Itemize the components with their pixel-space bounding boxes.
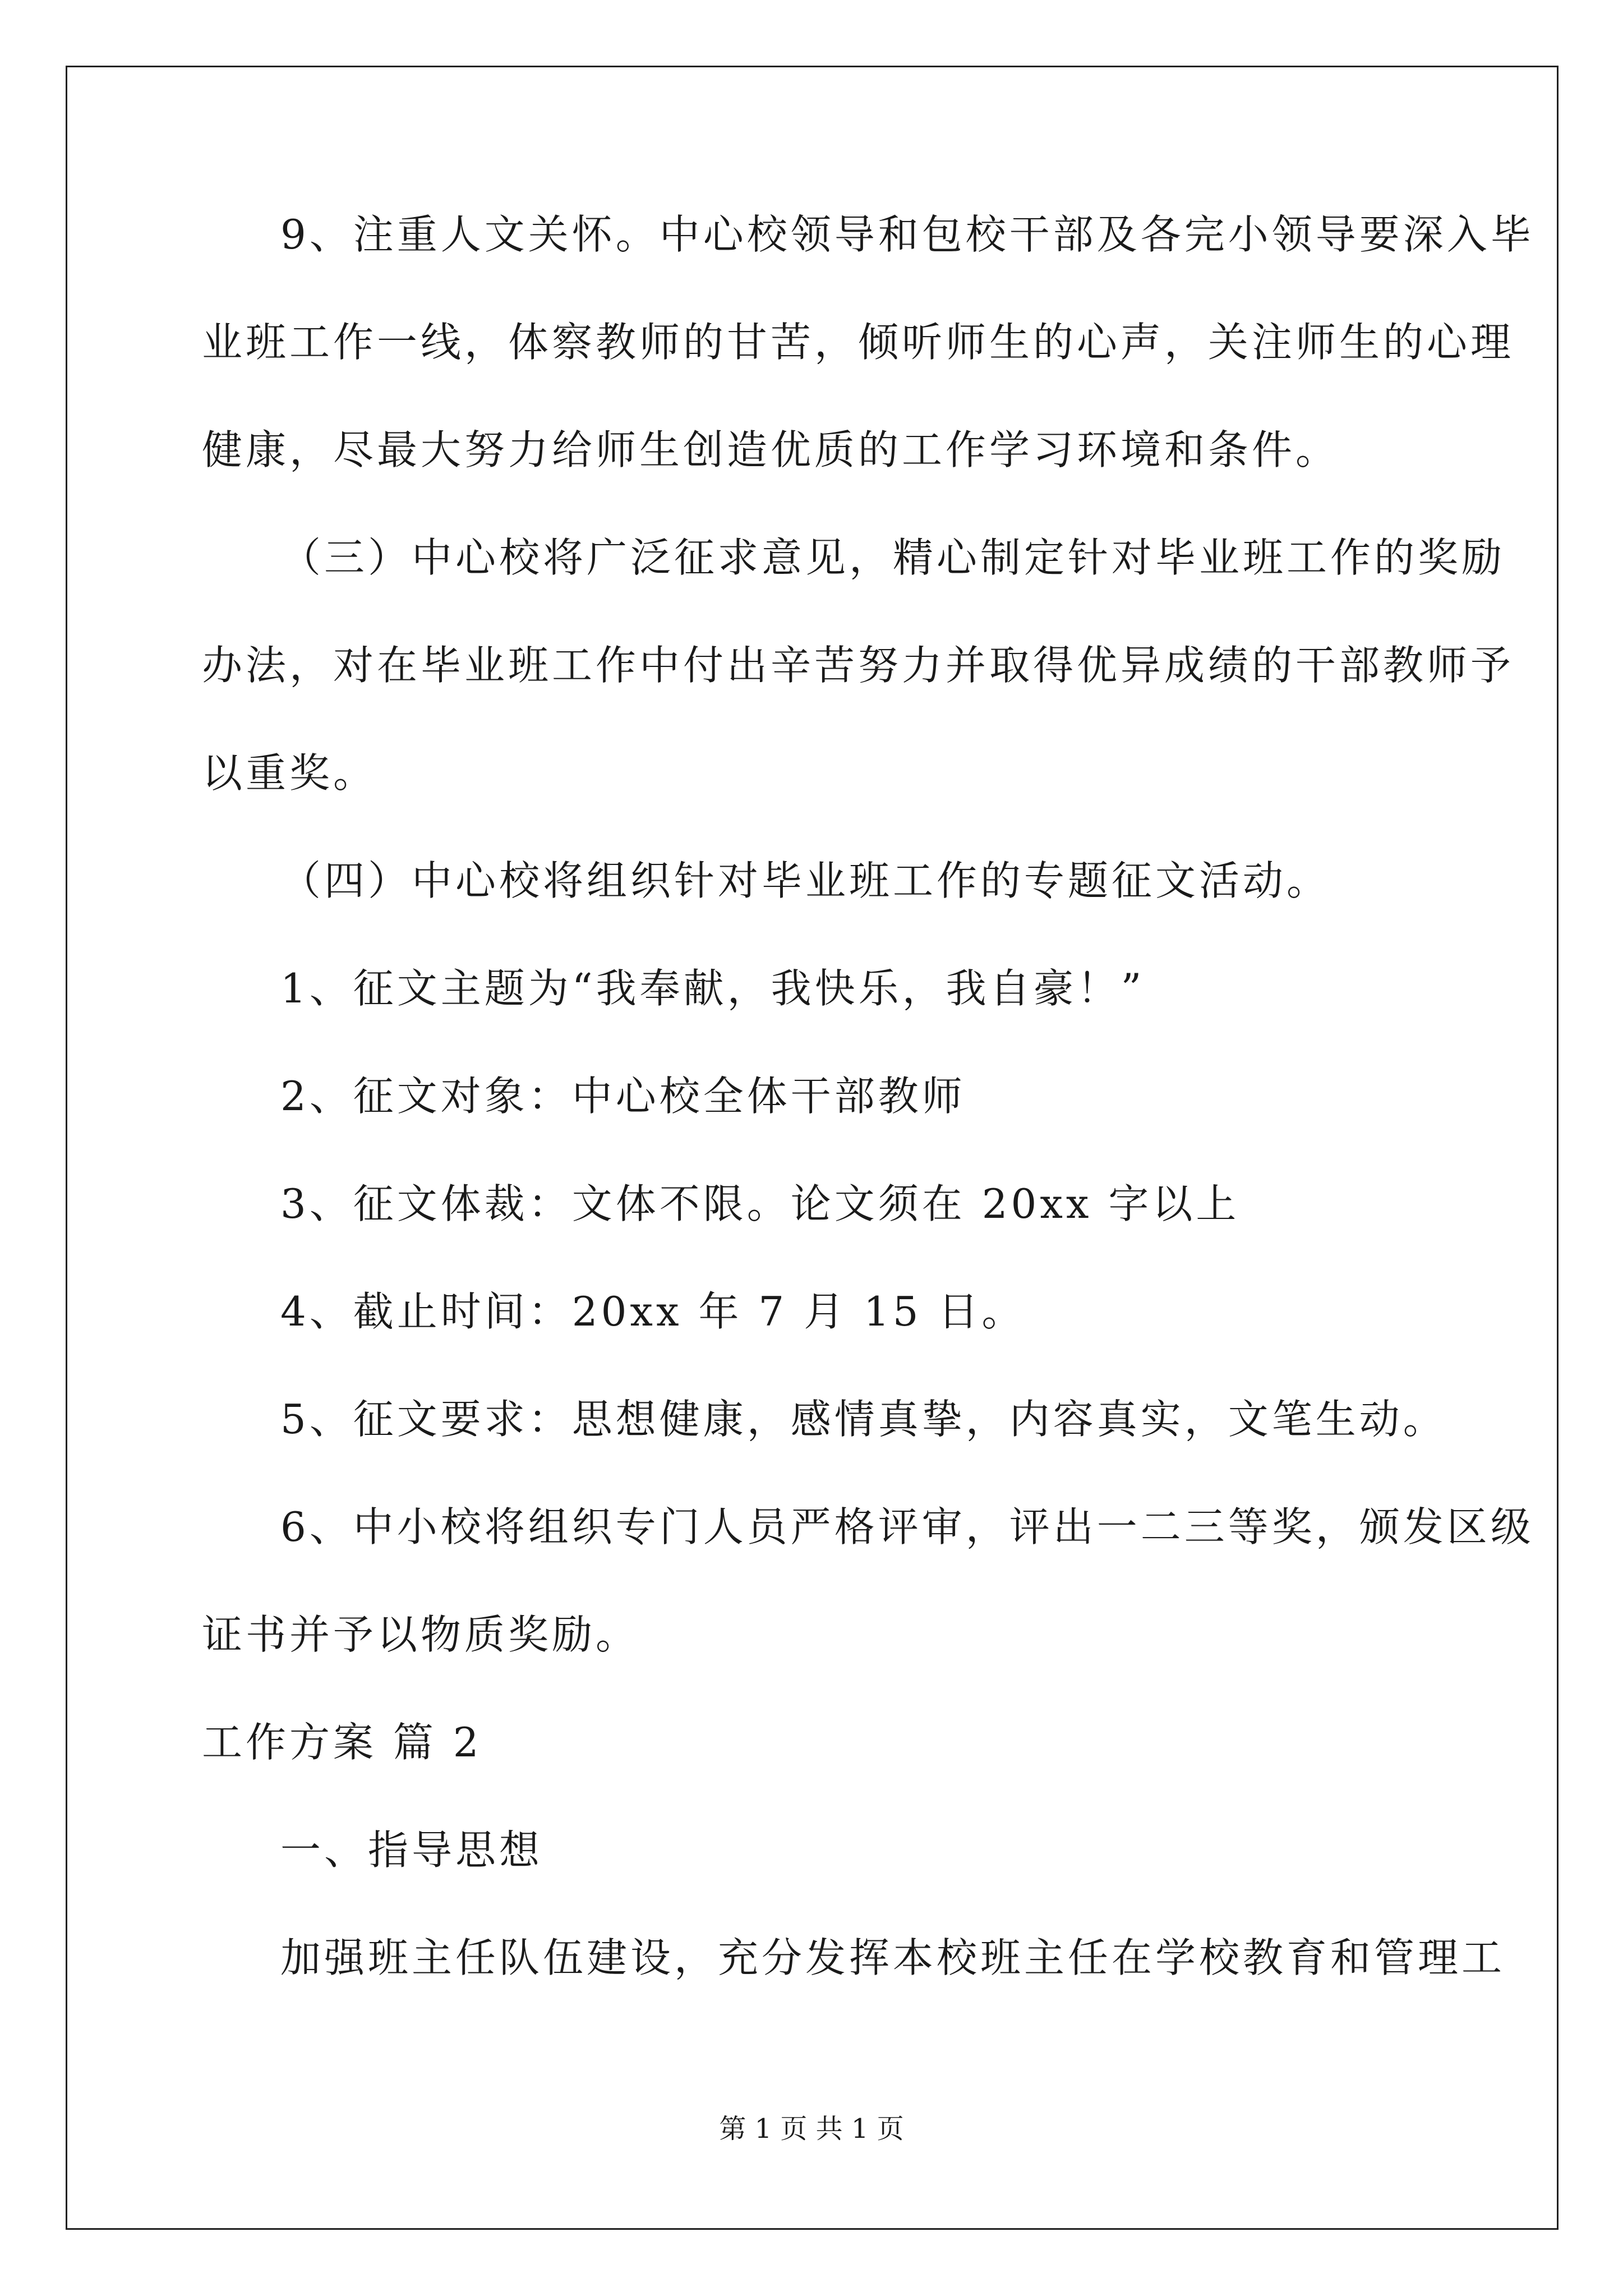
paragraph-line: 证书并予以物质奖励。: [202, 1611, 640, 1658]
paragraph-line: 加强班主任队伍建设，充分发挥本校班主任在学校教育和管理工: [280, 1934, 1506, 1981]
section-heading: 工作方案 篇 2: [202, 1719, 482, 1766]
paragraph-line: （四）中心校将组织针对毕业班工作的专题征文活动。: [280, 857, 1331, 904]
list-item: 4、截止时间：20xx 年 7 月 15 日。: [280, 1288, 1026, 1335]
list-item: 2、征文对象：中心校全体干部教师: [280, 1073, 966, 1120]
paragraph-line: 健康，尽最大努力给师生创造优质的工作学习环境和条件。: [202, 426, 1340, 473]
paragraph-line: 办法，对在毕业班工作中付出辛苦努力并取得优异成绩的干部教师予: [202, 642, 1515, 689]
list-item: 3、征文体裁：文体不限。论文须在 20xx 字以上: [280, 1180, 1240, 1227]
list-item: 6、中小校将组织专门人员严格评审，评出一二三等奖，颁发区级: [280, 1503, 1534, 1550]
list-item: 1、征文主题为“我奉献，我快乐，我自豪！”: [280, 965, 1145, 1012]
list-item: 5、征文要求：思想健康，感情真挚，内容真实，文笔生动。: [280, 1396, 1447, 1443]
paragraph-line: 业班工作一线，体察教师的甘苦，倾听师生的心声，关注师生的心理: [202, 319, 1515, 366]
page-footer: [0, 2112, 1623, 2146]
paragraph-line: 以重奖。: [202, 749, 377, 797]
document-body: [202, 208, 1534, 1985]
subsection-heading: 一、指导思想: [280, 1826, 543, 1874]
paragraph-line: （三）中心校将广泛征求意见，精心制定针对毕业班工作的奖励: [280, 534, 1506, 581]
page-number-label: 第 1 页 共 1 页: [719, 2113, 904, 2145]
paragraph-line: 9、注重人文关怀。中心校领导和包校干部及各完小领导要深入毕: [280, 211, 1534, 258]
